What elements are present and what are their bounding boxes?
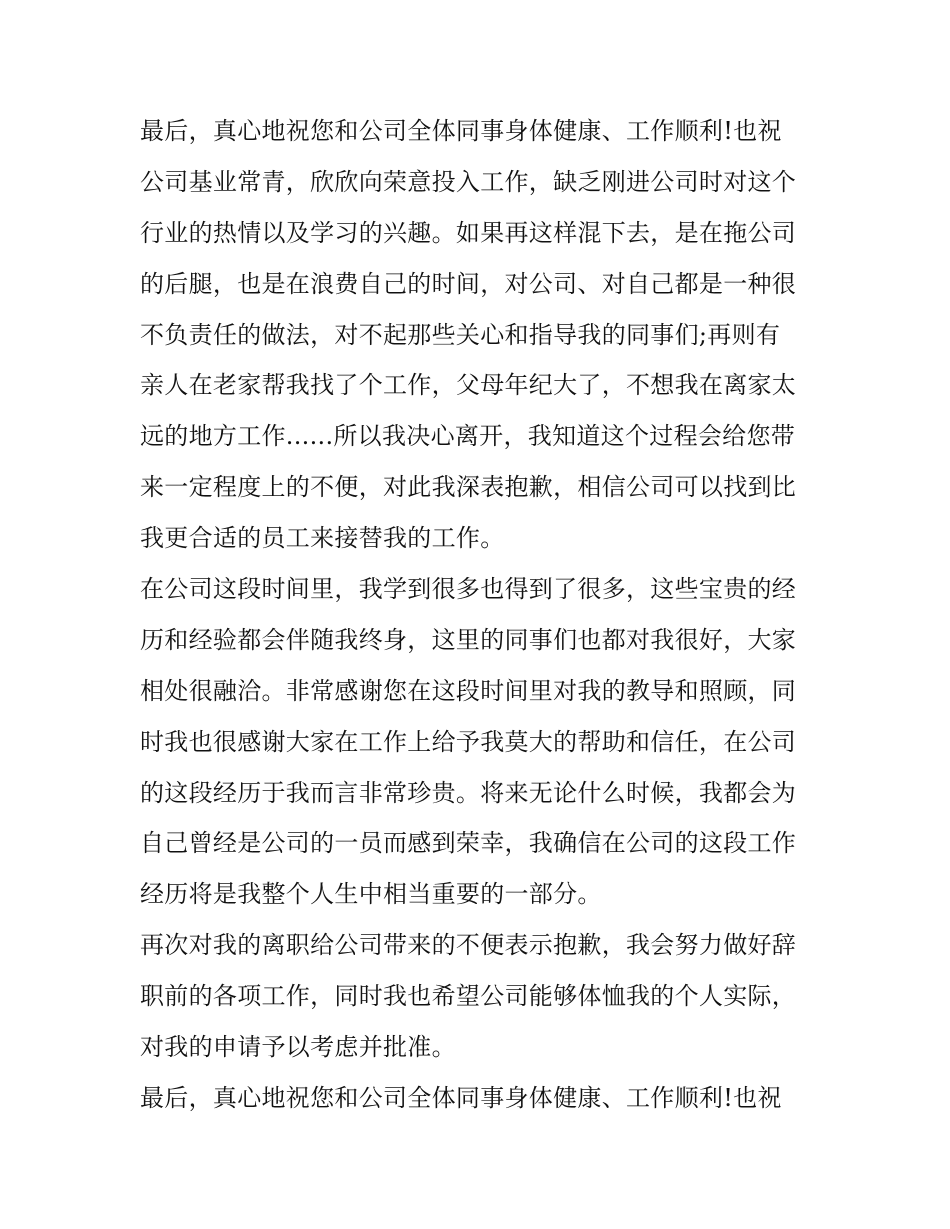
- text-line: 相处很融洽。非常感谢您在这段时间里对我的教导和照顾，同: [140, 676, 797, 705]
- text-line: 时我也很感谢大家在工作上给予我莫大的帮助和信任，在公司: [140, 727, 797, 756]
- text-line: 我更合适的员工来接替我的工作。: [140, 524, 505, 553]
- text-line: 职前的各项工作，同时我也希望公司能够体恤我的个人实际，: [140, 982, 797, 1011]
- text-line: 不负责任的做法，对不起那些关心和指导我的同事们;再则有: [140, 320, 781, 349]
- text-line: 来一定程度上的不便，对此我深表抱歉，相信公司可以找到比: [140, 473, 797, 502]
- text-line: 经历将是我整个人生中相当重要的一部分。: [140, 880, 602, 909]
- text-line: 最后，真心地祝您和公司全体同事身体健康、工作顺利!也祝: [140, 1083, 782, 1112]
- text-line: 的这段经历于我而言非常珍贵。将来无论什么时候，我都会为: [140, 778, 797, 807]
- text-line: 最后，真心地祝您和公司全体同事身体健康、工作顺利!也祝: [140, 117, 782, 145]
- text-line: 历和经验都会伴随我终身，这里的同事们也都对我很好，大家: [140, 625, 797, 654]
- text-line: 再次对我的离职给公司带来的不便表示抱歉，我会努力做好辞: [140, 931, 797, 960]
- text-line: 的后腿，也是在浪费自己的时间，对公司、对自己都是一种很: [140, 269, 797, 298]
- text-line: 远的地方工作......所以我决心离开，我知道这个过程会给您带: [140, 422, 796, 451]
- document-body: [140, 106, 820, 1124]
- text-line: 对我的申请予以考虑并批准。: [140, 1033, 456, 1062]
- text-line: 公司基业常青，欣欣向荣意投入工作，缺乏刚进公司时对这个: [140, 167, 797, 196]
- text-line: 自己曾经是公司的一员而感到荣幸，我确信在公司的这段工作: [140, 829, 797, 858]
- text-line: 行业的热情以及学习的兴趣。如果再这样混下去，是在拖公司: [140, 218, 797, 247]
- text-line: 在公司这段时间里，我学到很多也得到了很多，这些宝贵的经: [140, 575, 797, 604]
- text-line: 亲人在老家帮我找了个工作，父母年纪大了，不想我在离家太: [140, 371, 797, 400]
